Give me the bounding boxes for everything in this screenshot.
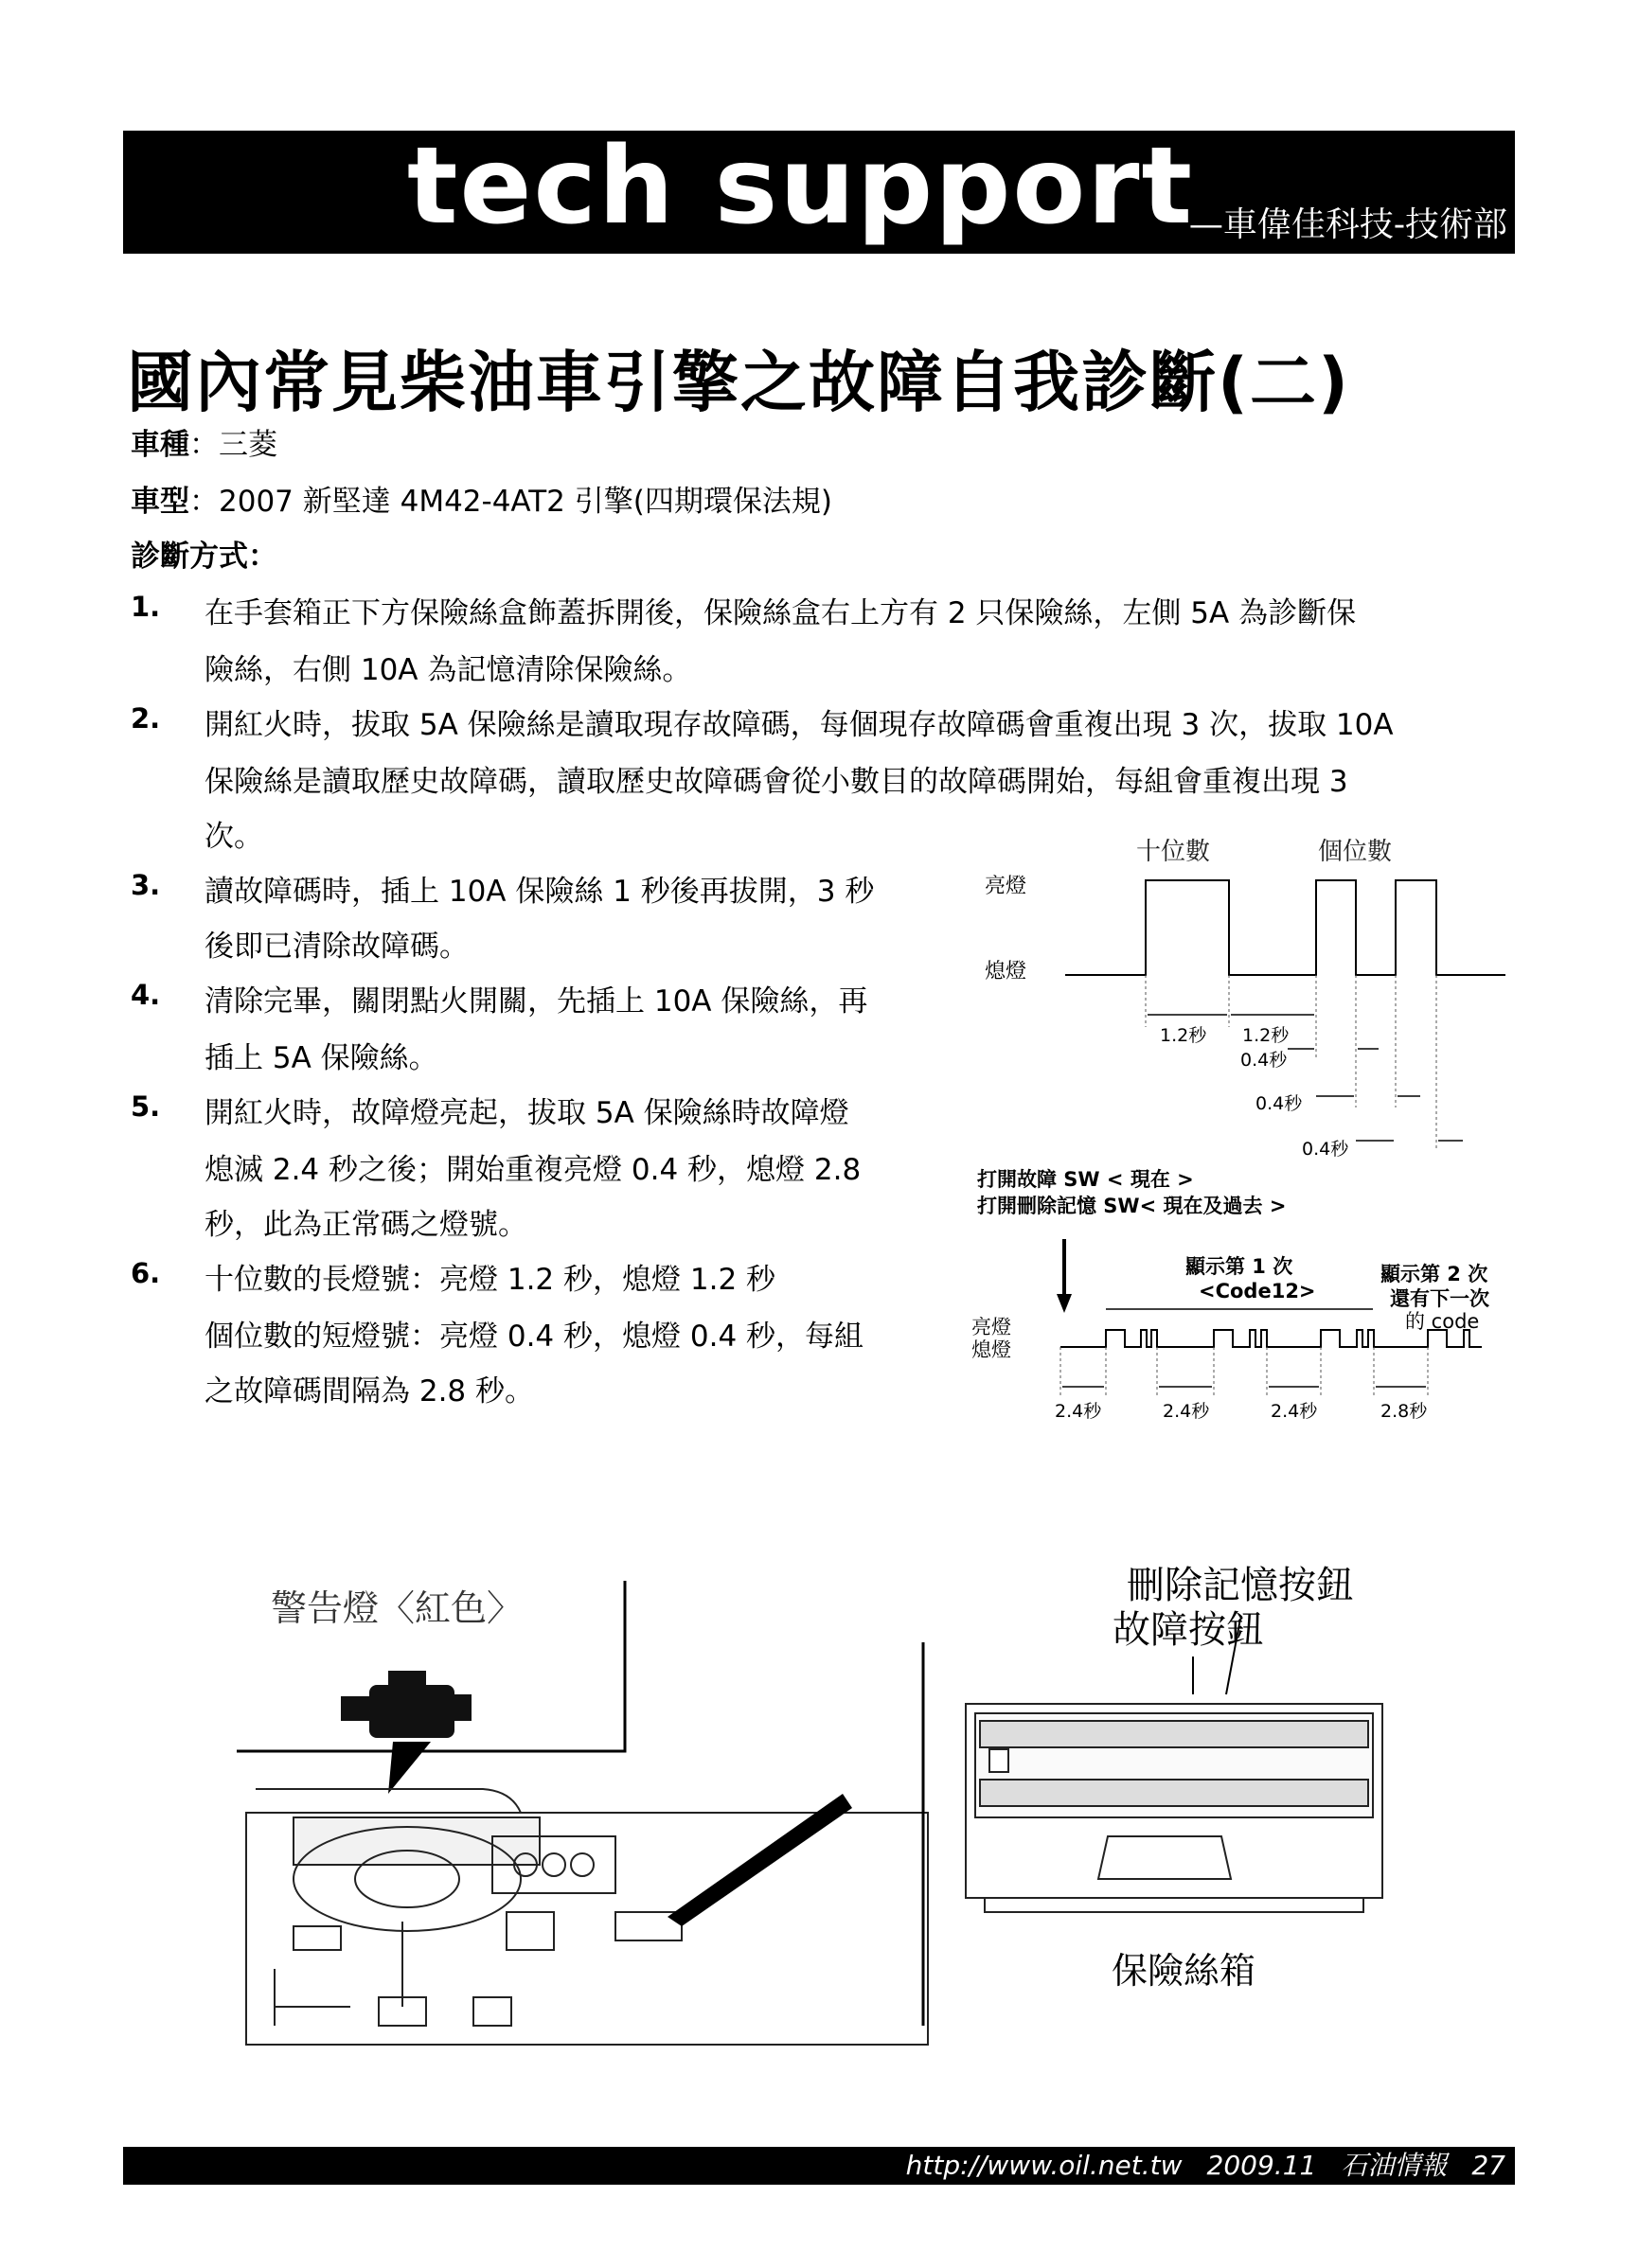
light-off-label: 熄燈	[971, 1338, 1011, 1361]
code-name-label: <Code12>	[1199, 1280, 1316, 1302]
light-on-label: 亮燈	[985, 875, 1027, 898]
clear-memory-button-label: 刪除記憶按鈕	[1127, 1564, 1354, 1607]
units-digit-label: 個位數	[1318, 838, 1393, 866]
gap-guides	[1060, 1347, 1428, 1396]
step-line: 清除完畢，關閉點火開關，先插上 10A 保險絲，再	[205, 984, 868, 1019]
clear-memory-switch-label: 打開刪除記憶 SW< 現在及過去 >	[977, 1195, 1287, 1217]
magazine-name: 石油情報	[1341, 2150, 1448, 2181]
dashboard-illustration	[237, 1552, 1477, 2082]
step-line: 十位數的長燈號：亮燈 1.2 秒，熄燈 1.2 秒	[205, 1263, 776, 1297]
article-title: 國內常見柴油車引擎之故障自我診斷(二)	[127, 344, 1350, 421]
next-code-label-1: 還有下一次	[1390, 1287, 1489, 1310]
website-link[interactable]: http://www.oil.net.tw	[905, 2150, 1183, 2181]
vehicle-label: 車種	[131, 428, 189, 462]
warning-light-label: 警告燈〈紅色〉	[271, 1587, 524, 1629]
model-line	[131, 477, 832, 520]
issue-date: 2009.11	[1206, 2150, 1317, 2181]
start-arrow-head	[1057, 1294, 1072, 1313]
next-code-label-2: 的 code	[1405, 1310, 1480, 1333]
fuse-box-label: 保險絲箱	[1111, 1950, 1256, 1992]
vehicle-line	[131, 420, 277, 463]
gap-label: 2.4秒	[1055, 1401, 1102, 1422]
light-on-label: 亮燈	[971, 1316, 1011, 1338]
step-line: 險絲，右側 10A 為記憶清除保險絲。	[205, 653, 692, 687]
step-line: 個位數的短燈號：亮燈 0.4 秒，熄燈 0.4 秒，每組	[205, 1320, 864, 1354]
fault-button-label: 故障按鈕	[1113, 1608, 1264, 1652]
step-line: 讀故障碼時，插上 10A 保險絲 1 秒後再拔開，3 秒	[205, 875, 875, 909]
step-line: 開紅火時，故障燈亮起，拔取 5A 保險絲時故障燈	[205, 1096, 849, 1130]
fuse-box-drawing	[966, 1704, 1382, 1912]
vehicle-value: ：三菱	[189, 428, 277, 462]
step-line: 插上 5A 保險絲。	[205, 1041, 438, 1075]
step-line: 在手套箱正下方保險絲盒飾蓋拆開後，保險絲盒右上方有 2 只保險絲，左側 5A 為診斷保	[205, 596, 1357, 630]
guide-lines	[1146, 975, 1436, 1150]
gap-label: 2.4秒	[1163, 1401, 1210, 1422]
step-line: 後即已清除故障碼。	[205, 930, 469, 964]
brand-title: tech support	[407, 125, 1195, 248]
duration-tens-on: 1.2秒	[1160, 1025, 1207, 1046]
gap-label: 2.8秒	[1380, 1401, 1428, 1422]
code-display-diagram	[966, 1160, 1515, 1434]
header-banner	[123, 125, 1515, 254]
step-number: 4.	[131, 979, 161, 1011]
engine-warning-icon	[341, 1671, 472, 1738]
step-line: 之故障碼間隔為 2.8 秒。	[205, 1374, 535, 1409]
blink-waveform	[1065, 880, 1505, 975]
fault-switch-label: 打開故障 SW < 現在 >	[977, 1168, 1194, 1191]
page-number: 27	[1471, 2150, 1505, 2181]
step-number: 3.	[131, 869, 161, 901]
first-display-label: 顯示第 1 次	[1185, 1255, 1293, 1278]
step-number: 2.	[131, 702, 161, 735]
model-label: 車型	[131, 485, 189, 519]
duration-tens-off: 1.2秒	[1242, 1025, 1290, 1046]
dashboard-drawing	[246, 1789, 928, 2045]
footer-text	[906, 2147, 1505, 2185]
timing-diagram	[966, 824, 1515, 1164]
page-footer	[123, 2147, 1515, 2185]
step-line: 開紅火時，拔取 5A 保險絲是讀取現存故障碼，每個現存故障碼會重複出現 3 次，拔取 10A	[205, 708, 1394, 742]
department-label: —車偉佳科技-技術部	[1188, 205, 1507, 244]
light-off-label: 熄燈	[985, 960, 1027, 983]
duration-units-on-1: 0.4秒	[1240, 1050, 1288, 1071]
step-number: 1.	[131, 591, 161, 623]
gap-label: 2.4秒	[1271, 1401, 1318, 1422]
tens-digit-label: 十位數	[1136, 838, 1211, 866]
method-label: 診斷方式：	[131, 540, 277, 574]
warning-pointer	[388, 1742, 431, 1794]
step-line: 熄滅 2.4 秒之後；開始重複亮燈 0.4 秒，熄燈 2.8	[205, 1153, 862, 1187]
step-number: 5.	[131, 1090, 161, 1123]
second-display-label: 顯示第 2 次	[1380, 1263, 1488, 1285]
step-line: 次。	[205, 820, 263, 854]
step-line: 保險絲是讀取歷史故障碼，讀取歷史故障碼會從小數目的故障碼開始，每組會重複出現 3	[205, 765, 1348, 799]
model-value: ：2007 新堅達 4M42-4AT2 引擎(四期環保法規)	[189, 485, 832, 519]
step-number: 6.	[131, 1257, 161, 1289]
duration-units-on-2: 0.4秒	[1302, 1139, 1349, 1160]
duration-units-off: 0.4秒	[1255, 1093, 1303, 1114]
step-line: 秒，此為正常碼之燈號。	[205, 1208, 527, 1242]
